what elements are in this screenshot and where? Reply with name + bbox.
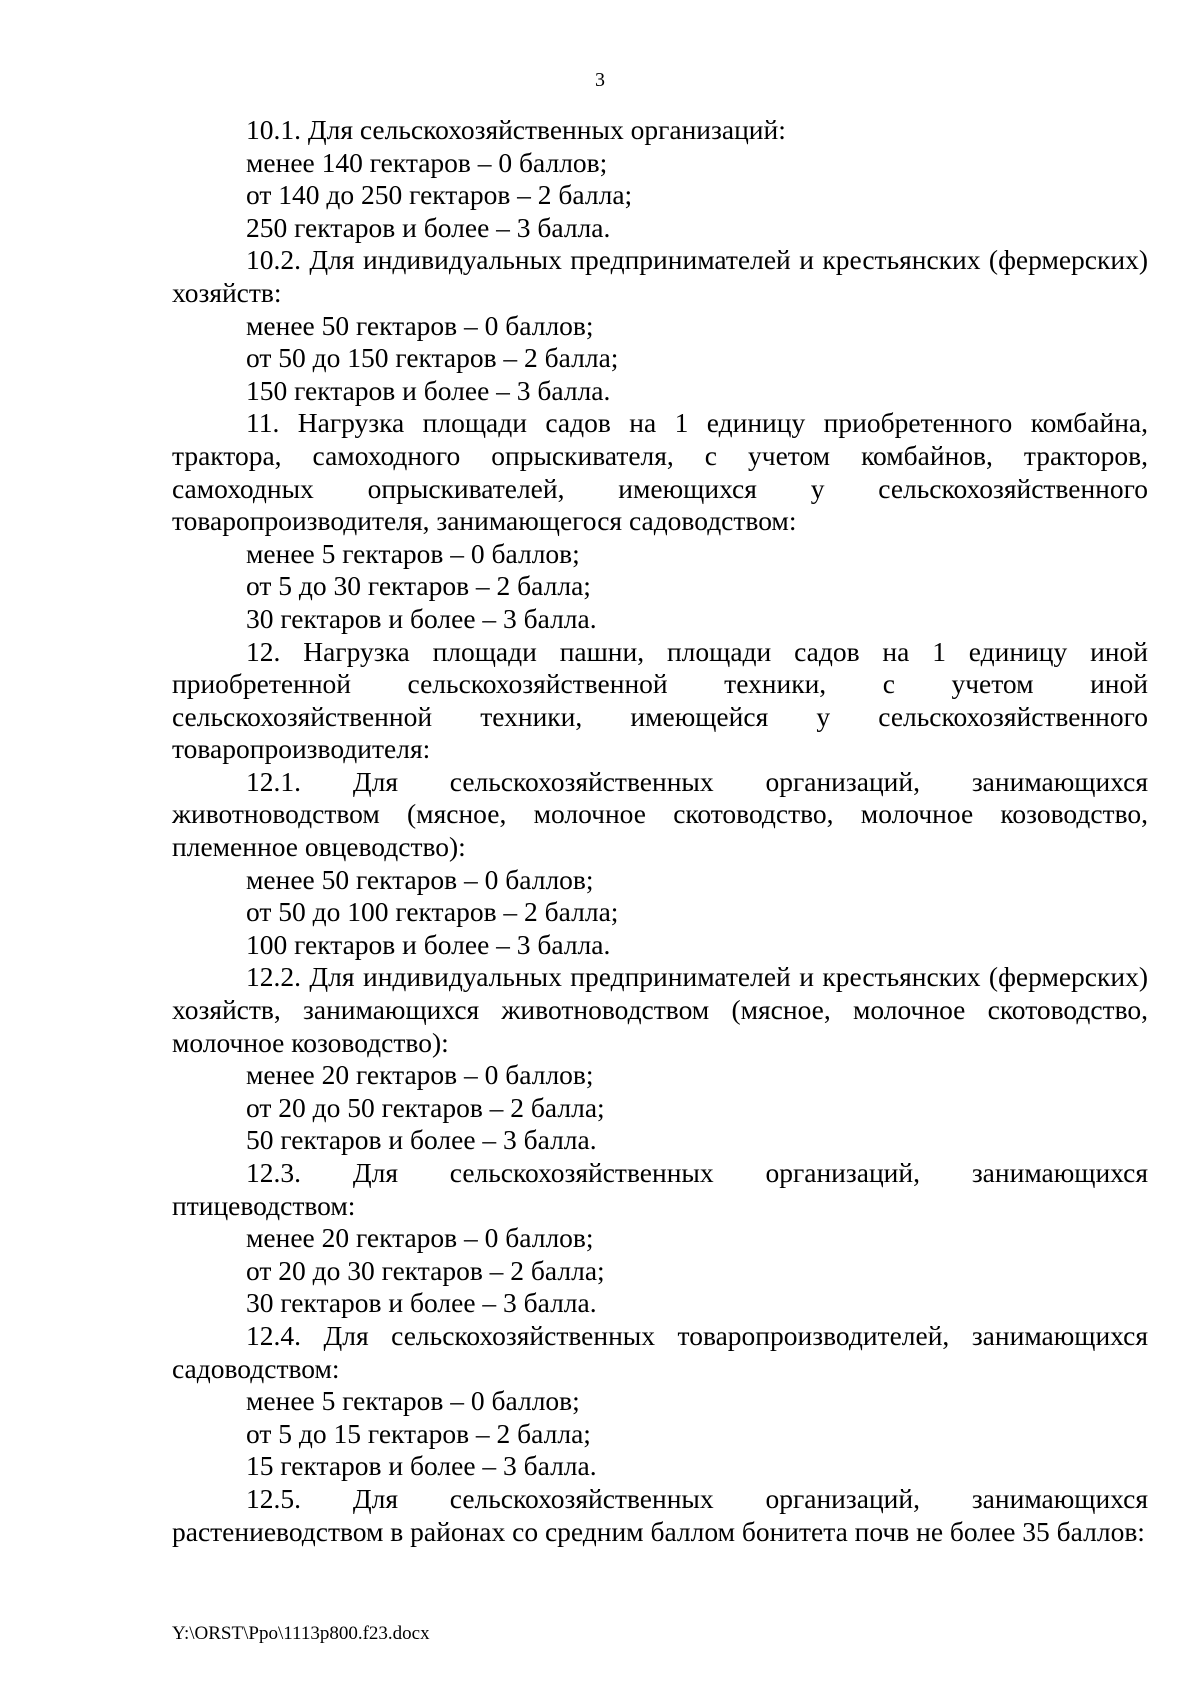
page-number: 3 — [595, 69, 605, 91]
paragraph-12-2: 12.2. Для индивидуальных предпринимателей и крестьянских (фермерских) хозяйств, занимающихся животноводством (мясное, молочное скотоводство, молочное козоводство): — [172, 961, 1148, 1058]
list-item: менее 50 гектаров – 0 баллов; — [246, 863, 594, 895]
list-item: 15 гектаров и более – 3 балла. — [246, 1450, 597, 1482]
paragraph-12: 12. Нагрузка площади пашни, площади садов на 1 единицу иной приобретенной сельскохозяйственной техники, с учетом иной сельскохозяйственной техники, имеющейся у сельскохозяйственного товаропроизводителя: — [172, 635, 1148, 765]
list-item: 30 гектаров и более – 3 балла. — [246, 602, 597, 634]
list-item: менее 140 гектаров – 0 баллов; — [246, 146, 608, 178]
paragraph-12-4: 12.4. Для сельскохозяйственных товаропроизводителей, занимающихся садоводством: — [172, 1319, 1148, 1384]
list-item: 250 гектаров и более – 3 балла. — [246, 211, 611, 243]
list-item: менее 5 гектаров – 0 баллов; — [246, 537, 580, 569]
list-item: менее 20 гектаров – 0 баллов; — [246, 1222, 594, 1254]
paragraph-10-2: 10.2. Для индивидуальных предпринимателей и крестьянских (фермерских) хозяйств: — [172, 244, 1148, 308]
list-item: от 140 до 250 гектаров – 2 балла; — [246, 179, 633, 211]
paragraph-11: 11. Нагрузка площади садов на 1 единицу приобретенного комбайна, трактора, самоходного опрыскивателя, с учетом комбайнов, тракторов, самоходных опрыскивателей, имеющихся у сельскохозяйственного товаропроизводителя, занимающегося садоводством: — [172, 407, 1148, 537]
list-item: менее 50 гектаров – 0 баллов; — [246, 309, 594, 341]
list-item: от 50 до 100 гектаров – 2 балла; — [246, 896, 619, 928]
list-item: 150 гектаров и более – 3 балла. — [246, 374, 611, 406]
list-item: менее 5 гектаров – 0 баллов; — [246, 1385, 580, 1417]
paragraph-12-3: 12.3. Для сельскохозяйственных организаций, занимающихся птицеводством: — [172, 1157, 1148, 1221]
paragraph-10-1: 10.1. Для сельскохозяйственных организаций: — [246, 114, 786, 145]
paragraph-12-5: 12.5. Для сельскохозяйственных организаций, занимающихся растениеводством в районах со средним баллом бонитета почв не более 35 баллов: — [172, 1482, 1148, 1547]
list-item: 30 гектаров и более – 3 балла. — [246, 1287, 597, 1319]
list-item: от 20 до 50 гектаров – 2 балла; — [246, 1091, 605, 1123]
list-item: менее 20 гектаров – 0 баллов; — [246, 1059, 594, 1091]
list-item: 50 гектаров и более – 3 балла. — [246, 1124, 597, 1156]
list-item: от 5 до 15 гектаров – 2 балла; — [246, 1417, 591, 1449]
file-path-footer: Y:\ORST\Ppo\1113p800.f23.docx — [172, 1623, 430, 1644]
list-item: 100 гектаров и более – 3 балла. — [246, 928, 611, 960]
paragraph-12-1: 12.1. Для сельскохозяйственных организаций, занимающихся животноводством (мясное, молочное скотоводство, молочное козоводство, племенное овцеводство): — [172, 765, 1148, 863]
list-item: от 50 до 150 гектаров – 2 балла; — [246, 342, 619, 374]
list-item: от 20 до 30 гектаров – 2 балла; — [246, 1254, 605, 1286]
list-item: от 5 до 30 гектаров – 2 балла; — [246, 570, 591, 602]
document-body — [172, 114, 1148, 1548]
